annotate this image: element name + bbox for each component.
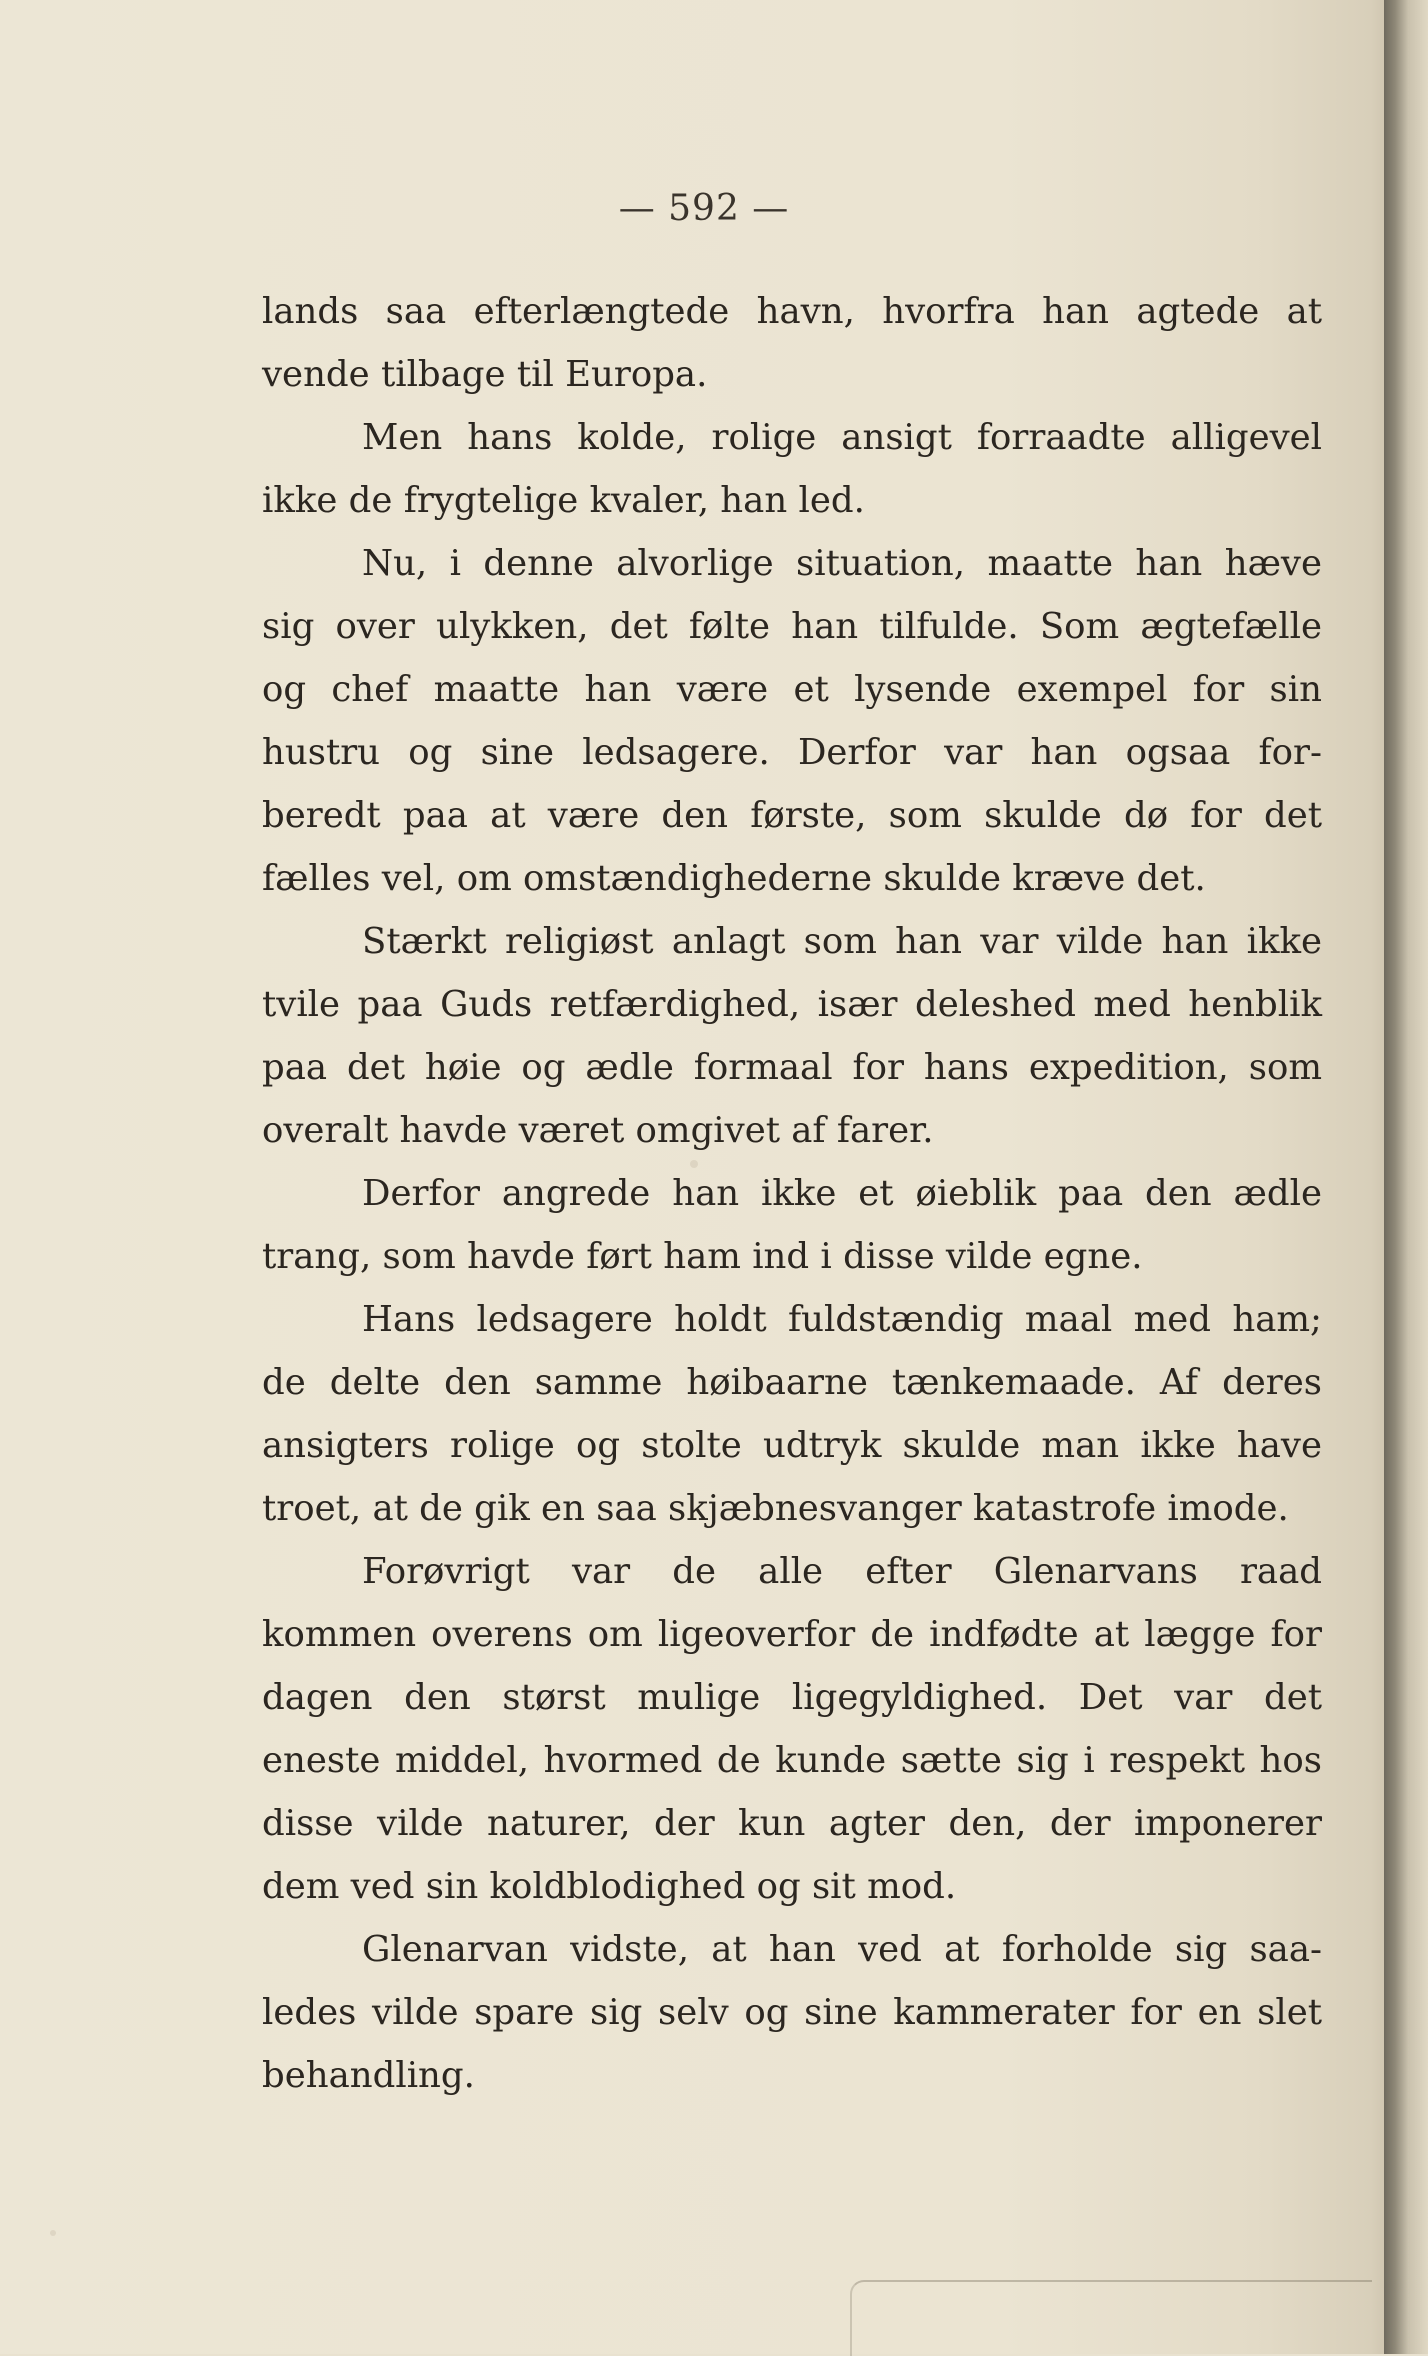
text-line: troet, at de gik en saa skjæbnesvanger katastrofe imode. <box>262 1488 1289 1529</box>
text-line: Forøvrigt var de alle efter Glenarvans raad <box>362 1551 1322 1592</box>
text-line: ansigters rolige og stolte udtryk skulde man ikke have <box>262 1425 1322 1466</box>
text-line: hustru og sine ledsagere. Derfor var han ogsaa for- <box>262 732 1322 773</box>
text-line: eneste middel, hvormed de kunde sætte sig i respekt hos <box>262 1740 1322 1781</box>
text-line: tvile paa Guds retfærdighed, især deleshed med henblik <box>262 984 1322 1025</box>
paragraph <box>262 280 1322 406</box>
text-line: Men hans kolde, rolige ansigt forraadte alligevel <box>362 417 1322 458</box>
page-number: — 592 — <box>618 188 790 229</box>
text-line: Derfor angrede han ikke et øieblik paa den ædle <box>362 1173 1322 1214</box>
text-line: ledes vilde spare sig selv og sine kammerater for en slet <box>262 1992 1322 2033</box>
text-line: overalt havde været omgivet af farer. <box>262 1110 934 1151</box>
text-line: de delte den samme høibaarne tænkemaade. Af deres <box>262 1362 1322 1403</box>
text-line: lands saa efterlængtede havn, hvorfra han agtede at <box>262 291 1322 332</box>
text-line: ikke de frygtelige kvaler, han led. <box>262 480 865 521</box>
paragraph <box>262 1162 1322 1288</box>
paragraph <box>262 406 1322 532</box>
text-line: trang, som havde ført ham ind i disse vilde egne. <box>262 1236 1143 1277</box>
paragraph <box>262 910 1322 1162</box>
text-line: paa det høie og ædle formaal for hans expedition, som <box>262 1047 1322 1088</box>
body-text <box>262 280 1322 2107</box>
paragraph <box>262 1540 1322 1918</box>
paragraph <box>262 532 1322 910</box>
text-line: kommen overens om ligeoverfor de indfødte at lægge for <box>262 1614 1322 1655</box>
text-line: disse vilde naturer, der kun agter den, der imponerer <box>262 1803 1322 1844</box>
text-line: dem ved sin koldblodighed og sit mod. <box>262 1866 957 1907</box>
text-line: Stærkt religiøst anlagt som han var vilde han ikke <box>362 921 1322 962</box>
paper-spot <box>50 2230 56 2236</box>
text-line: sig over ulykken, det følte han tilfulde. Som ægtefælle <box>262 606 1322 647</box>
text-line: Glenarvan vidste, at han ved at forholde sig saa- <box>362 1929 1322 1970</box>
text-line: dagen den størst mulige ligegyldighed. Det var det <box>262 1677 1322 1718</box>
text-line: fælles vel, om omstændighederne skulde kræve det. <box>262 858 1206 899</box>
page-binding-edge <box>1384 0 1428 2354</box>
paragraph <box>262 1918 1322 2107</box>
text-line: og chef maatte han være et lysende exempel for sin <box>262 669 1322 710</box>
text-line: beredt paa at være den første, som skulde dø for det <box>262 795 1322 836</box>
text-line: vende tilbage til Europa. <box>262 354 708 395</box>
text-line: Nu, i denne alvorlige situation, maatte han hæve <box>362 543 1322 584</box>
page-fold-mark <box>850 2280 1372 2356</box>
text-line: Hans ledsagere holdt fuldstændig maal med ham; <box>362 1299 1322 1340</box>
text-line: behandling. <box>262 2055 475 2096</box>
paragraph <box>262 1288 1322 1540</box>
